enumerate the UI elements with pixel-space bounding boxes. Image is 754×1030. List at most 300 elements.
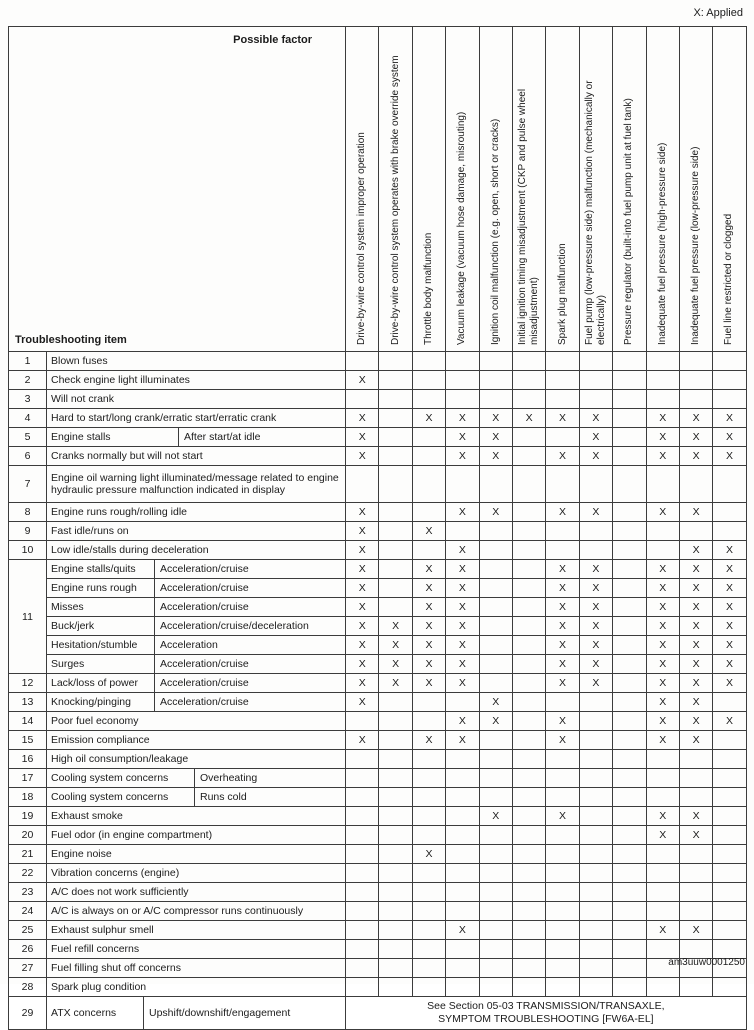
table-row bbox=[9, 428, 747, 447]
empty-mark-cell bbox=[479, 617, 512, 636]
empty-mark-cell bbox=[679, 371, 712, 390]
empty-mark-cell bbox=[479, 978, 512, 997]
empty-mark-cell bbox=[379, 371, 412, 390]
empty-mark-cell bbox=[579, 978, 612, 997]
empty-mark-cell bbox=[613, 845, 646, 864]
applied-mark-cell: X bbox=[679, 921, 712, 940]
troubleshooting-item-cell: Cranks normally but will not start bbox=[47, 447, 346, 466]
empty-mark-cell bbox=[613, 428, 646, 447]
applied-mark-cell: X bbox=[346, 560, 379, 579]
factor-label: Throttle body malfunction bbox=[422, 232, 434, 345]
factor-label: Vacuum leakage (vacuum hose damage, misrouting) bbox=[456, 111, 468, 345]
applied-mark-cell: X bbox=[679, 447, 712, 466]
item-condition-label: Acceleration/cruise/deceleration bbox=[160, 620, 309, 632]
applied-mark-cell: X bbox=[646, 731, 679, 750]
applied-mark-cell: X bbox=[679, 409, 712, 428]
empty-mark-cell bbox=[613, 522, 646, 541]
empty-mark-cell bbox=[446, 788, 479, 807]
empty-mark-cell bbox=[412, 750, 445, 769]
troubleshooting-item-cell: Fuel odor (in engine compartment) bbox=[47, 826, 346, 845]
applied-mark-cell: X bbox=[412, 522, 445, 541]
empty-mark-cell bbox=[546, 959, 579, 978]
troubleshooting-item-cell: Spark plug condition bbox=[47, 978, 346, 997]
empty-mark-cell bbox=[579, 541, 612, 560]
applied-mark-cell: X bbox=[446, 921, 479, 940]
empty-mark-cell bbox=[646, 750, 679, 769]
table-row bbox=[9, 978, 747, 997]
empty-mark-cell bbox=[579, 940, 612, 959]
empty-mark-cell bbox=[546, 522, 579, 541]
empty-mark-cell bbox=[613, 731, 646, 750]
factor-column-header bbox=[346, 27, 379, 352]
empty-mark-cell bbox=[346, 921, 379, 940]
empty-mark-cell bbox=[512, 978, 545, 997]
empty-mark-cell bbox=[412, 959, 445, 978]
empty-mark-cell bbox=[713, 864, 746, 883]
applied-mark-cell: X bbox=[646, 807, 679, 826]
empty-mark-cell bbox=[579, 807, 612, 826]
empty-mark-cell bbox=[613, 674, 646, 693]
empty-mark-cell bbox=[579, 693, 612, 712]
troubleshooting-item-cell: Blown fuses bbox=[47, 352, 346, 371]
empty-mark-cell bbox=[479, 902, 512, 921]
applied-mark-cell: X bbox=[646, 447, 679, 466]
empty-mark-cell bbox=[613, 921, 646, 940]
empty-mark-cell bbox=[379, 428, 412, 447]
empty-mark-cell bbox=[412, 466, 445, 503]
empty-mark-cell bbox=[379, 541, 412, 560]
empty-mark-cell bbox=[512, 712, 545, 731]
empty-mark-cell bbox=[379, 560, 412, 579]
applied-mark-cell: X bbox=[579, 560, 612, 579]
empty-mark-cell bbox=[446, 693, 479, 712]
applied-mark-cell: X bbox=[646, 409, 679, 428]
empty-mark-cell bbox=[479, 940, 512, 959]
troubleshooting-item-cell: Vibration concerns (engine) bbox=[47, 864, 346, 883]
applied-mark-cell: X bbox=[646, 560, 679, 579]
item-condition-label: Acceleration/cruise bbox=[160, 696, 249, 708]
empty-mark-cell bbox=[679, 466, 712, 503]
empty-mark-cell bbox=[646, 978, 679, 997]
table-row bbox=[9, 541, 747, 560]
troubleshooting-item-cell: Emission compliance bbox=[47, 731, 346, 750]
empty-mark-cell bbox=[646, 883, 679, 902]
applied-mark-cell: X bbox=[412, 579, 445, 598]
empty-mark-cell bbox=[613, 655, 646, 674]
applied-mark-cell: X bbox=[546, 712, 579, 731]
empty-mark-cell bbox=[479, 579, 512, 598]
troubleshooting-item-cell bbox=[47, 655, 346, 674]
empty-mark-cell bbox=[512, 902, 545, 921]
factor-label: Drive-by-wire control system operates with brake override system bbox=[389, 55, 401, 345]
empty-mark-cell bbox=[479, 598, 512, 617]
applied-mark-cell: X bbox=[646, 617, 679, 636]
empty-mark-cell bbox=[679, 902, 712, 921]
empty-mark-cell bbox=[613, 447, 646, 466]
empty-mark-cell bbox=[613, 826, 646, 845]
applied-mark-cell: X bbox=[646, 579, 679, 598]
empty-mark-cell bbox=[713, 883, 746, 902]
applied-mark-cell: X bbox=[679, 731, 712, 750]
row-number: 24 bbox=[9, 902, 47, 921]
troubleshooting-item-cell bbox=[47, 560, 346, 579]
applied-mark-cell: X bbox=[346, 674, 379, 693]
empty-mark-cell bbox=[346, 864, 379, 883]
empty-mark-cell bbox=[546, 883, 579, 902]
troubleshooting-item-cell bbox=[47, 788, 346, 807]
empty-mark-cell bbox=[412, 769, 445, 788]
empty-mark-cell bbox=[546, 902, 579, 921]
empty-mark-cell bbox=[446, 978, 479, 997]
applied-mark-cell: X bbox=[479, 503, 512, 522]
table-row bbox=[9, 674, 747, 693]
empty-mark-cell bbox=[346, 940, 379, 959]
factor-column-header bbox=[713, 27, 746, 352]
item-subdivider bbox=[154, 559, 155, 579]
factor-column-header bbox=[646, 27, 679, 352]
row-number: 13 bbox=[9, 693, 47, 712]
empty-mark-cell bbox=[713, 750, 746, 769]
table-row bbox=[9, 940, 747, 959]
empty-mark-cell bbox=[613, 807, 646, 826]
applied-mark-cell: X bbox=[546, 579, 579, 598]
row-number: 29 bbox=[9, 997, 47, 1030]
empty-mark-cell bbox=[379, 731, 412, 750]
applied-mark-cell: X bbox=[579, 655, 612, 674]
empty-mark-cell bbox=[579, 921, 612, 940]
applied-mark-cell: X bbox=[346, 522, 379, 541]
row-number: 22 bbox=[9, 864, 47, 883]
empty-mark-cell bbox=[713, 788, 746, 807]
empty-mark-cell bbox=[713, 807, 746, 826]
table-row bbox=[9, 503, 747, 522]
empty-mark-cell bbox=[412, 693, 445, 712]
factor-column-header bbox=[679, 27, 712, 352]
applied-mark-cell: X bbox=[479, 807, 512, 826]
empty-mark-cell bbox=[412, 371, 445, 390]
applied-mark-cell: X bbox=[446, 541, 479, 560]
empty-mark-cell bbox=[613, 940, 646, 959]
empty-mark-cell bbox=[679, 522, 712, 541]
empty-mark-cell bbox=[512, 598, 545, 617]
applied-mark-cell: X bbox=[446, 560, 479, 579]
applied-mark-cell: X bbox=[546, 731, 579, 750]
empty-mark-cell bbox=[446, 883, 479, 902]
empty-mark-cell bbox=[446, 769, 479, 788]
applied-mark-cell: X bbox=[679, 826, 712, 845]
applied-mark-cell: X bbox=[579, 636, 612, 655]
empty-mark-cell bbox=[512, 769, 545, 788]
item-condition-label: After start/at idle bbox=[184, 431, 261, 443]
empty-mark-cell bbox=[646, 541, 679, 560]
table-row bbox=[9, 826, 747, 845]
empty-mark-cell bbox=[546, 428, 579, 447]
empty-mark-cell bbox=[512, 807, 545, 826]
applied-mark-cell: X bbox=[446, 503, 479, 522]
empty-mark-cell bbox=[346, 807, 379, 826]
row-number: 5 bbox=[9, 428, 47, 447]
applied-mark-cell: X bbox=[713, 636, 746, 655]
applied-mark-cell: X bbox=[346, 409, 379, 428]
empty-mark-cell bbox=[613, 769, 646, 788]
empty-mark-cell bbox=[346, 769, 379, 788]
factor-column-header bbox=[613, 27, 646, 352]
factor-label: Inadequate fuel pressure (high-pressure side) bbox=[656, 142, 668, 345]
empty-mark-cell bbox=[379, 902, 412, 921]
empty-mark-cell bbox=[646, 769, 679, 788]
empty-mark-cell bbox=[579, 352, 612, 371]
row-number: 28 bbox=[9, 978, 47, 997]
table-row bbox=[9, 902, 747, 921]
applied-mark-cell: X bbox=[579, 447, 612, 466]
applied-mark-cell: X bbox=[346, 598, 379, 617]
empty-mark-cell bbox=[512, 371, 545, 390]
item-subdivider bbox=[154, 578, 155, 598]
applied-mark-cell: X bbox=[679, 693, 712, 712]
factor-column-header bbox=[479, 27, 512, 352]
row-number: 11 bbox=[9, 560, 47, 674]
applied-mark-cell: X bbox=[546, 636, 579, 655]
empty-mark-cell bbox=[579, 845, 612, 864]
troubleshooting-item-cell: Exhaust smoke bbox=[47, 807, 346, 826]
applied-mark-cell: X bbox=[679, 541, 712, 560]
applied-mark-cell: X bbox=[479, 693, 512, 712]
empty-mark-cell bbox=[379, 466, 412, 503]
table-row bbox=[9, 807, 747, 826]
applied-mark-cell: X bbox=[679, 636, 712, 655]
applied-mark-cell: X bbox=[446, 731, 479, 750]
applied-mark-cell: X bbox=[679, 560, 712, 579]
applied-mark-cell: X bbox=[679, 428, 712, 447]
item-subdivider bbox=[143, 996, 144, 1030]
empty-mark-cell bbox=[546, 390, 579, 409]
empty-mark-cell bbox=[613, 371, 646, 390]
row-number: 25 bbox=[9, 921, 47, 940]
empty-mark-cell bbox=[613, 617, 646, 636]
empty-mark-cell bbox=[512, 579, 545, 598]
troubleshooting-item-cell: Fast idle/runs on bbox=[47, 522, 346, 541]
applied-mark-cell: X bbox=[479, 428, 512, 447]
troubleshooting-item-cell: Hard to start/long crank/erratic start/erratic crank bbox=[47, 409, 346, 428]
troubleshooting-item-label: Troubleshooting item bbox=[15, 334, 127, 346]
empty-mark-cell bbox=[446, 390, 479, 409]
empty-mark-cell bbox=[446, 826, 479, 845]
empty-mark-cell bbox=[346, 788, 379, 807]
applied-mark-cell: X bbox=[412, 409, 445, 428]
empty-mark-cell bbox=[646, 466, 679, 503]
row-number: 1 bbox=[9, 352, 47, 371]
item-label: Knocking/pinging bbox=[51, 696, 131, 708]
empty-mark-cell bbox=[613, 598, 646, 617]
empty-mark-cell bbox=[346, 845, 379, 864]
table-row bbox=[9, 693, 747, 712]
applied-mark-cell: X bbox=[713, 409, 746, 428]
table-row bbox=[9, 522, 747, 541]
header-corner-cell bbox=[9, 27, 346, 352]
item-label: Cooling system concerns bbox=[51, 791, 169, 803]
empty-mark-cell bbox=[646, 902, 679, 921]
empty-mark-cell bbox=[379, 788, 412, 807]
item-subdivider bbox=[194, 768, 195, 788]
empty-mark-cell bbox=[713, 503, 746, 522]
empty-mark-cell bbox=[379, 503, 412, 522]
item-condition-label: Acceleration/cruise bbox=[160, 601, 249, 613]
empty-mark-cell bbox=[446, 371, 479, 390]
empty-mark-cell bbox=[613, 902, 646, 921]
empty-mark-cell bbox=[379, 864, 412, 883]
applied-legend: X: Applied bbox=[693, 7, 743, 19]
empty-mark-cell bbox=[679, 940, 712, 959]
troubleshooting-item-cell bbox=[47, 769, 346, 788]
applied-mark-cell: X bbox=[412, 636, 445, 655]
row-number: 21 bbox=[9, 845, 47, 864]
applied-mark-cell: X bbox=[713, 447, 746, 466]
troubleshooting-item-cell: High oil consumption/leakage bbox=[47, 750, 346, 769]
troubleshooting-item-cell: Fuel filling shut off concerns bbox=[47, 959, 346, 978]
table-row bbox=[9, 409, 747, 428]
empty-mark-cell bbox=[546, 940, 579, 959]
empty-mark-cell bbox=[713, 902, 746, 921]
empty-mark-cell bbox=[479, 769, 512, 788]
table-row bbox=[9, 921, 747, 940]
empty-mark-cell bbox=[512, 693, 545, 712]
applied-mark-cell: X bbox=[446, 636, 479, 655]
empty-mark-cell bbox=[512, 864, 545, 883]
table-row bbox=[9, 636, 747, 655]
row-number: 10 bbox=[9, 541, 47, 560]
applied-mark-cell: X bbox=[379, 674, 412, 693]
troubleshooting-item-cell: Engine oil warning light illuminated/message related to engine hydraulic pressure malfunction indicated in display bbox=[47, 466, 346, 503]
empty-mark-cell bbox=[512, 826, 545, 845]
troubleshooting-item-cell: A/C is always on or A/C compressor runs continuously bbox=[47, 902, 346, 921]
empty-mark-cell bbox=[479, 788, 512, 807]
empty-mark-cell bbox=[613, 541, 646, 560]
troubleshooting-item-cell: Fuel refill concerns bbox=[47, 940, 346, 959]
factor-label: Spark plug malfunction bbox=[556, 243, 568, 345]
item-subdivider bbox=[154, 673, 155, 693]
table-row bbox=[9, 598, 747, 617]
empty-mark-cell bbox=[346, 352, 379, 371]
applied-mark-cell: X bbox=[446, 598, 479, 617]
row-number: 6 bbox=[9, 447, 47, 466]
factor-column-header bbox=[379, 27, 412, 352]
applied-mark-cell: X bbox=[346, 541, 379, 560]
applied-mark-cell: X bbox=[713, 712, 746, 731]
empty-mark-cell bbox=[579, 750, 612, 769]
empty-mark-cell bbox=[613, 959, 646, 978]
empty-mark-cell bbox=[379, 940, 412, 959]
applied-mark-cell: X bbox=[546, 503, 579, 522]
applied-mark-cell: X bbox=[412, 617, 445, 636]
empty-mark-cell bbox=[479, 845, 512, 864]
applied-mark-cell: X bbox=[679, 579, 712, 598]
empty-mark-cell bbox=[579, 902, 612, 921]
empty-mark-cell bbox=[379, 579, 412, 598]
table-row bbox=[9, 579, 747, 598]
applied-mark-cell: X bbox=[646, 712, 679, 731]
empty-mark-cell bbox=[446, 845, 479, 864]
applied-mark-cell: X bbox=[412, 655, 445, 674]
troubleshooting-item-cell: Engine noise bbox=[47, 845, 346, 864]
applied-mark-cell: X bbox=[713, 655, 746, 674]
empty-mark-cell bbox=[446, 522, 479, 541]
empty-mark-cell bbox=[579, 731, 612, 750]
empty-mark-cell bbox=[613, 352, 646, 371]
applied-mark-cell: X bbox=[412, 598, 445, 617]
empty-mark-cell bbox=[546, 826, 579, 845]
empty-mark-cell bbox=[412, 864, 445, 883]
empty-mark-cell bbox=[579, 959, 612, 978]
empty-mark-cell bbox=[446, 750, 479, 769]
empty-mark-cell bbox=[479, 541, 512, 560]
table-row bbox=[9, 845, 747, 864]
applied-mark-cell: X bbox=[546, 560, 579, 579]
applied-mark-cell: X bbox=[679, 712, 712, 731]
empty-mark-cell bbox=[512, 940, 545, 959]
row-number: 12 bbox=[9, 674, 47, 693]
empty-mark-cell bbox=[646, 390, 679, 409]
empty-mark-cell bbox=[379, 959, 412, 978]
applied-mark-cell: X bbox=[446, 655, 479, 674]
empty-mark-cell bbox=[379, 921, 412, 940]
troubleshooting-item-cell: Will not crank bbox=[47, 390, 346, 409]
empty-mark-cell bbox=[412, 978, 445, 997]
troubleshooting-item-cell: Engine runs rough/rolling idle bbox=[47, 503, 346, 522]
empty-mark-cell bbox=[479, 864, 512, 883]
table-row bbox=[9, 371, 747, 390]
applied-mark-cell: X bbox=[579, 617, 612, 636]
table-header-row bbox=[9, 27, 747, 352]
empty-mark-cell bbox=[412, 390, 445, 409]
applied-mark-cell: X bbox=[713, 598, 746, 617]
empty-mark-cell bbox=[713, 978, 746, 997]
troubleshooting-item-cell: Poor fuel economy bbox=[47, 712, 346, 731]
empty-mark-cell bbox=[613, 883, 646, 902]
empty-mark-cell bbox=[713, 390, 746, 409]
applied-mark-cell: X bbox=[713, 579, 746, 598]
table-row bbox=[9, 788, 747, 807]
applied-mark-cell: X bbox=[646, 826, 679, 845]
empty-mark-cell bbox=[446, 466, 479, 503]
empty-mark-cell bbox=[479, 522, 512, 541]
empty-mark-cell bbox=[379, 693, 412, 712]
symptom-troubleshooting-table bbox=[8, 26, 747, 1030]
empty-mark-cell bbox=[479, 959, 512, 978]
applied-mark-cell: X bbox=[346, 447, 379, 466]
empty-mark-cell bbox=[613, 788, 646, 807]
table-row bbox=[9, 959, 747, 978]
empty-mark-cell bbox=[346, 750, 379, 769]
empty-mark-cell bbox=[546, 466, 579, 503]
empty-mark-cell bbox=[579, 826, 612, 845]
empty-mark-cell bbox=[412, 921, 445, 940]
empty-mark-cell bbox=[346, 826, 379, 845]
item-subdivider bbox=[194, 787, 195, 807]
empty-mark-cell bbox=[412, 352, 445, 371]
empty-mark-cell bbox=[546, 845, 579, 864]
empty-mark-cell bbox=[412, 883, 445, 902]
applied-mark-cell: X bbox=[579, 579, 612, 598]
empty-mark-cell bbox=[379, 390, 412, 409]
empty-mark-cell bbox=[679, 978, 712, 997]
troubleshooting-item-cell: Exhaust sulphur smell bbox=[47, 921, 346, 940]
empty-mark-cell bbox=[679, 750, 712, 769]
empty-mark-cell bbox=[512, 560, 545, 579]
empty-mark-cell bbox=[446, 959, 479, 978]
applied-mark-cell: X bbox=[546, 598, 579, 617]
troubleshooting-item-cell bbox=[47, 428, 346, 447]
empty-mark-cell bbox=[479, 883, 512, 902]
